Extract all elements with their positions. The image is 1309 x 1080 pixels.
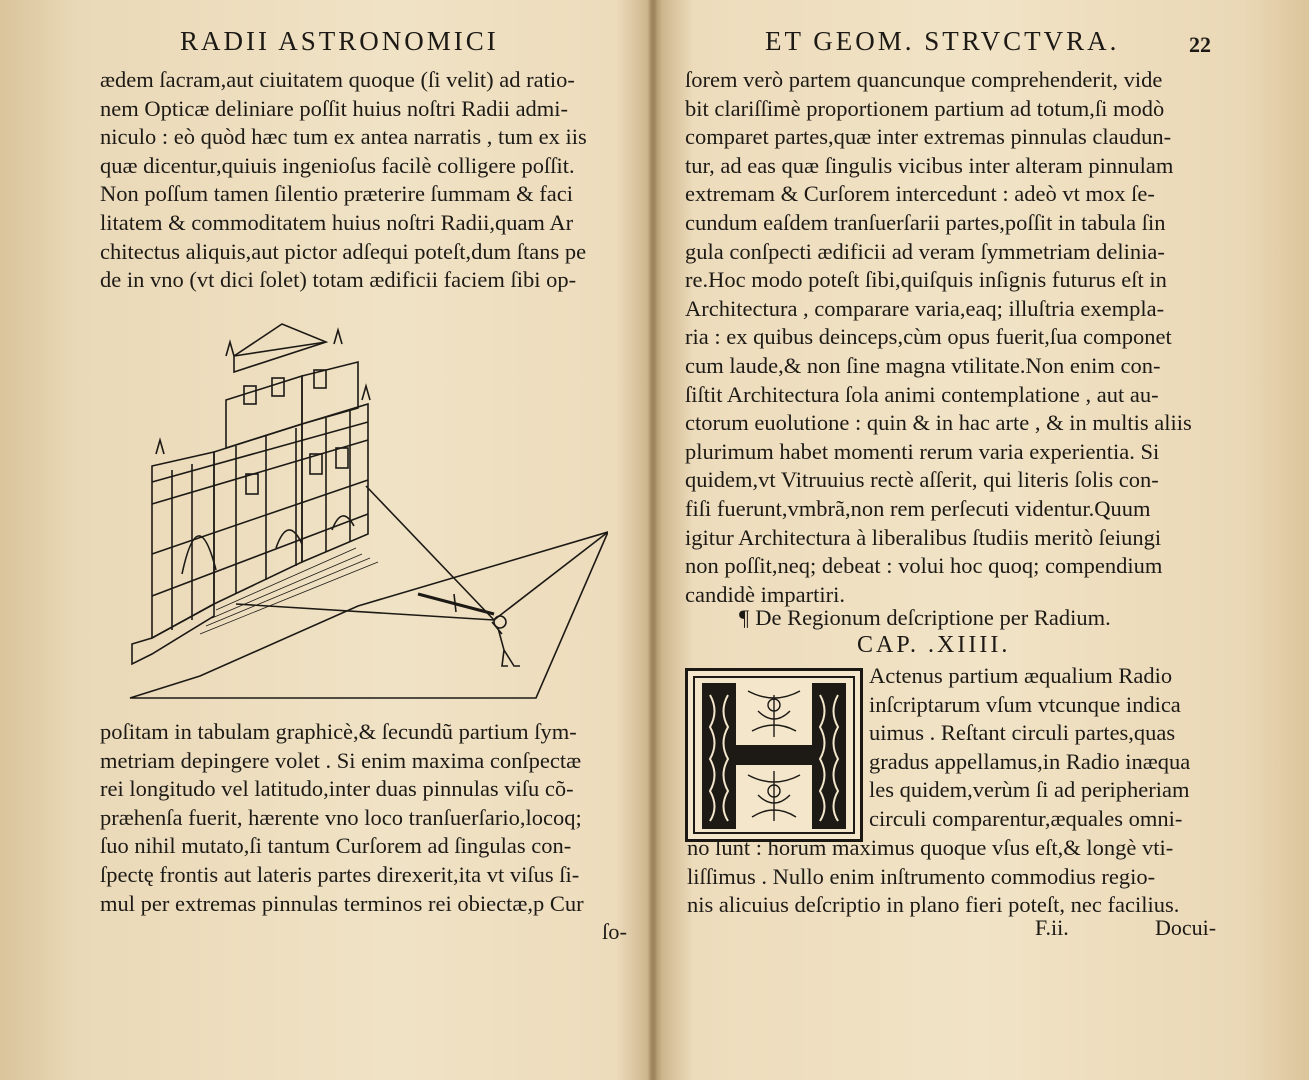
text-line: non poſſit,neq; debeat : volui hoc quoq; compendium [685,553,1163,579]
text-line: Architectura , comparare varia,eaq; illuſtria exempla- [685,295,1165,321]
text-line: ſuo nihil mutato,ſi tantum Curſorem ad ſingulas con- [100,833,572,859]
text-line: præhenſa fuerit, hærente vno loco tranſuerſario,locoq; [100,804,582,830]
text-line: rei longitudo vel latitudo,inter duas pinnulas viſu cõ- [100,776,574,802]
text-line: les quidem,verùm ſi ad peripheriam [869,777,1190,803]
pilcrow-mark: ¶ [739,605,750,630]
architectural-woodcut-illustration [126,304,608,704]
text-line: niculo : eò quòd hæc tum ex antea narratis , tum ex iis [100,124,587,150]
text-line: ſiſtit Architectura ſola animi contemplatione , aut au- [685,381,1159,407]
right-page [657,0,1309,1080]
text-line: comparet partes,quæ inter extremas pinnulas claudun- [685,124,1172,150]
text-line: quæ dicentur,quiuis ingenioſus facilè colligere poſſit. [100,152,575,178]
text-beside-initial [869,662,1229,834]
right-text-bottom [687,834,1227,920]
left-running-head: RADII ASTRONOMICI [180,26,499,56]
text-line: igitur Architectura à liberalibus ſtudiis meritò ſeiungi [685,524,1162,550]
left-text-top [100,66,640,295]
text-line: bit clariſſimè proportionem partium ad totum,ſi modò [685,95,1165,121]
text-line: cum laude,& non ſine magna vtilitate.Non enim con- [685,352,1161,378]
text-line: re.Hoc modo poteſt ſibi,quiſquis inſignis futurus eſt in [685,267,1167,293]
text-line: tur, ad eas quæ ſingulis vicibus inter alteram pinnulam [685,152,1174,178]
text-line: quidem,vt Vitruuius rectè aſſerit, qui literis ſolis con- [685,467,1159,493]
text-line: ria : ex quibus deinceps,cùm opus fuerit,ſua componet [685,324,1172,350]
right-text-top [685,66,1225,609]
left-catchword: ſo- [602,919,627,944]
chapter-heading: CAP. .XIIII. [857,632,1011,658]
section-heading [739,605,1111,631]
text-line: cundum eaſdem tranſuerſarii partes,poſſit in tabula ſin [685,209,1166,235]
text-line: ſorem verò partem quancunque comprehenderit, vide [685,67,1163,92]
decorated-initial-h [685,668,863,842]
text-line: ædem ſacram,aut ciuitatem quoque (ſi velit) ad ratio- [100,67,575,92]
text-line: gula conſpecti ædificii ad veram ſymmetriam delinia- [685,238,1165,264]
right-catchword: Docui- [1155,915,1217,940]
page-number: 22 [1189,32,1211,57]
text-line: Actenus partium æqualium Radio [869,663,1173,688]
left-page [0,0,650,1080]
left-text-bottom [100,718,640,918]
text-line: ctorum euolutione : quin & in hac arte , & in multis aliis [685,410,1192,436]
text-line: liſſimus . Nullo enim inſtrumento commodius regio- [687,863,1156,889]
text-line: Non poſſum tamen ſilentio præterire ſummam & faci [100,181,574,207]
text-line: gradus appellamus,in Radio inæqua [869,748,1191,774]
text-line: chitectus aliquis,aut pictor adſequi poteſt,dum ſtans pe [100,238,587,264]
text-line: mul per extremas pinnulas terminos rei obiectæ,p Cur [100,890,584,916]
text-line: no ſunt : horum maximus quoque vſus eſt,& longè vti- [687,835,1174,860]
text-line: de in vno (vt dici ſolet) totam ædificii faciem ſibi op- [100,267,577,293]
text-line: poſitam in tabulam graphicè,& ſecundũ partium ſym- [100,719,577,744]
text-line: inſcriptarum vſum vtcunque indica [869,691,1181,717]
right-running-head: ET GEOM. STRVCTVRA. [765,26,1120,56]
text-line: circuli comparentur,æquales omni- [869,805,1183,831]
text-line: litatem & commoditatem huius noſtri Radii,quam Ar [100,209,574,235]
signature-mark: F.ii. [1035,915,1069,940]
text-line: nem Opticæ deliniare poſſit huius noſtri Radii admi- [100,95,569,121]
text-line: candidè impartiri. [685,581,845,607]
section-heading-text: De Regionum deſcriptione per Radium. [755,605,1111,630]
text-line: uimus . Reſtant circuli partes,quas [869,720,1176,746]
text-line: fiſi fuerunt,vmbrã,non rem perſecuti videntur.Quum [685,495,1151,521]
text-line: ſpectę frontis aut lateris partes direxerit,ita vt viſus ſi- [100,861,580,887]
text-line: extremam & Curſorem intercedunt : adeò vt mox ſe- [685,181,1155,207]
text-line: nis alicuius deſcriptio in plano fieri poteſt, nec facilius. [687,892,1180,918]
text-line: metriam depingere volet . Si enim maxima conſpectæ [100,747,582,773]
text-line: plurimum habet momenti rerum varia experientia. Si [685,438,1160,464]
